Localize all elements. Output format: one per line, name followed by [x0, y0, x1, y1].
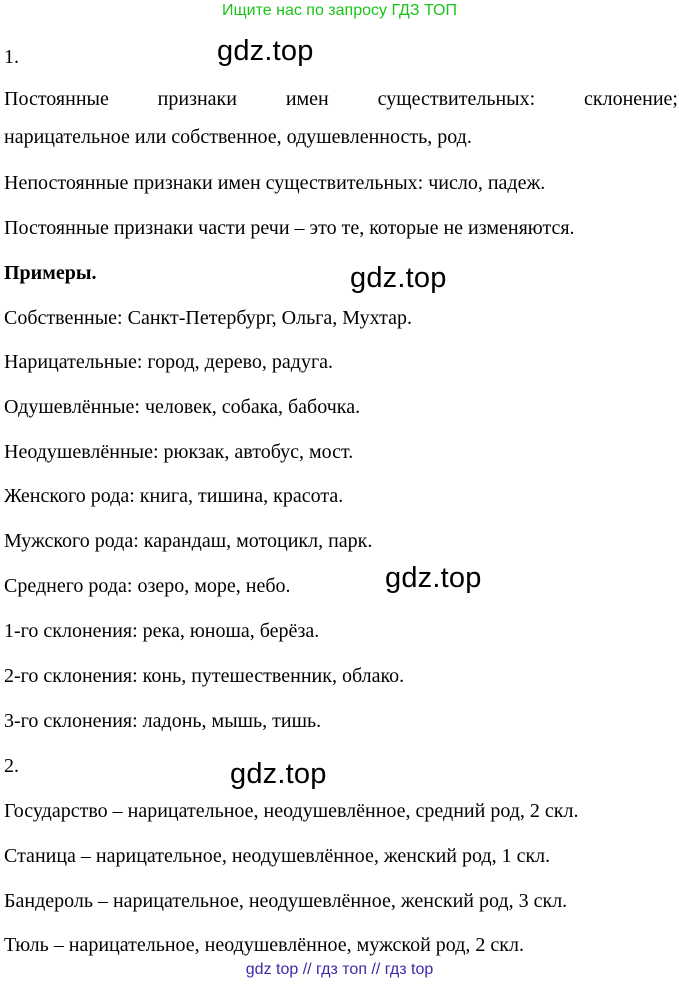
example-line: Среднего рода: озеро, море, небо.	[4, 575, 291, 597]
example-line: Собственные: Санкт-Петербург, Ольга, Мухтар.	[4, 307, 412, 329]
example-line: Женского рода: книга, тишина, красота.	[4, 485, 344, 507]
example-line: 3-го склонения: ладонь, мышь, тишь.	[4, 710, 322, 732]
example-line: Неодушевлённые: рюкзак, автобус, мост.	[4, 441, 354, 463]
example-line: Нарицательные: город, дерево, радуга.	[4, 351, 334, 373]
example-line: 1-го склонения: река, юноша, берёза.	[4, 620, 320, 642]
answer-line: Тюль – нарицательное, неодушевлённое, мужской род, 2 скл.	[4, 934, 524, 956]
paragraph: Непостоянные признаки имен существительных: число, падеж.	[4, 172, 546, 194]
answer-line: Станица – нарицательное, неодушевлённое, женский род, 1 скл.	[4, 845, 551, 867]
example-line: Мужского рода: карандаш, мотоцикл, парк.	[4, 530, 373, 552]
section-number: 1.	[4, 46, 19, 68]
search-banner: Ищите нас по запросу ГДЗ ТОП	[222, 2, 457, 19]
example-line: Одушевлённые: человек, собака, бабочка.	[4, 396, 361, 418]
example-line: 2-го склонения: конь, путешественник, облако.	[4, 665, 405, 687]
paragraph-line: Постоянные признаки имен существительных: склонение;	[4, 88, 678, 110]
answer-line: Бандероль – нарицательное, неодушевлённое, женский род, 3 скл.	[4, 890, 568, 912]
watermark: gdz.top	[350, 262, 447, 294]
examples-heading: Примеры.	[4, 262, 97, 284]
watermark: gdz.top	[230, 758, 327, 790]
section-number: 2.	[4, 755, 19, 777]
watermark: gdz.top	[385, 562, 482, 594]
answer-line: Государство – нарицательное, неодушевлённое, средний род, 2 скл.	[4, 800, 579, 822]
footer-watermark: gdz top // гдз топ // гдз top	[245, 961, 434, 978]
watermark: gdz.top	[217, 35, 314, 67]
paragraph-line: нарицательное или собственное, одушевленность, род.	[4, 126, 472, 148]
paragraph: Постоянные признаки части речи – это те, которые не изменяются.	[4, 217, 575, 239]
